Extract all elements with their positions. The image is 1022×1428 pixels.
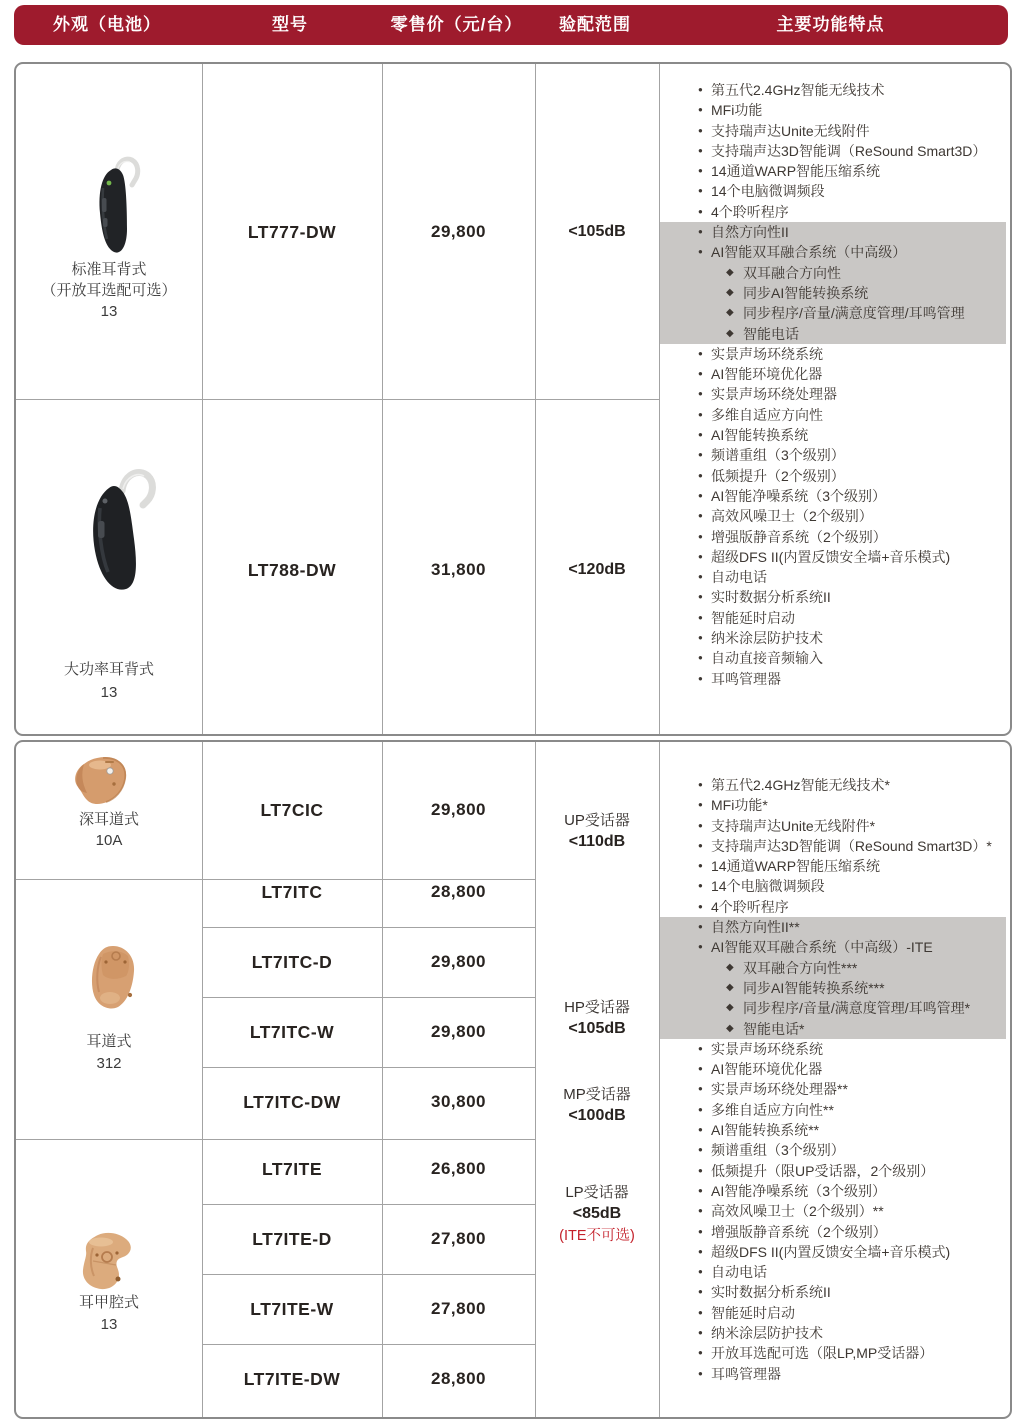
feature-item <box>660 181 1006 201</box>
bullet-icon <box>726 978 734 998</box>
feature-text: 实景声场环绕系统 <box>711 1040 823 1057</box>
feature-text: 智能电话 <box>743 325 799 342</box>
model-name: LT7ITC-DW <box>243 1092 341 1112</box>
feature-item <box>660 80 1006 100</box>
range-note: (ITE不可选) <box>559 1228 635 1244</box>
bullet-icon <box>698 80 703 100</box>
feature-text: 同步AI智能转换系统 <box>743 284 869 301</box>
itc-caption <box>16 1031 202 1075</box>
feature-item <box>660 283 1006 303</box>
feature-text: 支持瑞声达Unite无线附件* <box>711 817 876 834</box>
feature-item <box>660 486 1006 506</box>
bullet-icon <box>698 425 703 445</box>
fitting-range: <120dB <box>568 561 626 578</box>
feature-item <box>660 1242 1006 1262</box>
bullet-icon <box>698 141 703 161</box>
bullet-icon <box>698 1282 703 1302</box>
feature-text: AI智能环境优化器 <box>711 1061 823 1078</box>
bullet-icon <box>698 222 703 242</box>
receiver-type: LP受话器 <box>565 1184 629 1201</box>
feature-item <box>660 425 1006 445</box>
bullet-icon <box>726 324 734 344</box>
feature-text: 超级DFS II(内置反馈安全墙+音乐模式) <box>711 1243 951 1260</box>
retail-price: 29,800 <box>431 1022 486 1041</box>
bullet-icon <box>698 608 703 628</box>
retail-price: 27,800 <box>431 1229 486 1248</box>
bullet-icon <box>726 263 734 283</box>
model-name: LT7ITE-W <box>250 1299 334 1319</box>
bullet-icon <box>698 567 703 587</box>
feature-item <box>660 1222 1006 1242</box>
bte-power-product-image <box>82 462 157 597</box>
feature-text: 增强版静音系统（2个级别） <box>711 528 887 545</box>
bullet-icon <box>698 1140 703 1160</box>
feature-item <box>660 1343 1006 1363</box>
feature-item <box>660 795 1006 815</box>
bullet-icon <box>698 836 703 856</box>
model-name: LT7CIC <box>260 800 324 820</box>
feature-text: 增强版静音系统（2个级别） <box>711 1223 887 1240</box>
bullet-icon <box>698 648 703 668</box>
feature-item <box>660 836 1006 856</box>
bullet-icon <box>698 876 703 896</box>
feature-text: 第五代2.4GHz智能无线技术* <box>711 777 890 793</box>
feature-item <box>660 466 1006 486</box>
feature-item <box>660 263 1006 283</box>
feature-text: AI智能净噪系统（3个级别） <box>711 1182 887 1199</box>
bullet-icon <box>698 937 703 957</box>
feature-item <box>660 303 1006 323</box>
feature-item <box>660 344 1006 364</box>
battery-size: 13 <box>100 303 118 320</box>
battery-size: 312 <box>96 1055 122 1072</box>
feature-text: 智能电话* <box>743 1020 805 1037</box>
bte-models-table <box>14 62 1012 736</box>
bullet-icon <box>698 1059 703 1079</box>
feature-item <box>660 775 1006 795</box>
feature-item <box>660 917 1006 937</box>
feature-item <box>660 1120 1006 1140</box>
row-divider <box>202 997 535 998</box>
bte-feature-list <box>660 80 1006 689</box>
header-col-model: 型号 <box>272 15 308 34</box>
bullet-icon <box>698 547 703 567</box>
feature-item <box>660 1039 1006 1059</box>
feature-text: AI智能转换系统** <box>711 1122 820 1139</box>
model-name: LT777-DW <box>247 222 337 242</box>
feature-text: 14通道WARP智能压缩系统 <box>711 858 881 875</box>
feature-item <box>660 222 1006 242</box>
feature-item <box>660 628 1006 648</box>
feature-text: 实景声场环绕处理器 <box>711 386 837 403</box>
feature-text: 智能延时启动 <box>711 1304 795 1321</box>
feature-text: 14个电脑微调频段 <box>711 183 825 200</box>
feature-text: AI智能双耳融合系统（中高级） <box>711 244 907 261</box>
bullet-icon <box>698 1343 703 1363</box>
feature-item <box>660 816 1006 836</box>
feature-text: 多维自适应方向性 <box>711 406 823 423</box>
model-name: LT788-DW <box>247 560 337 580</box>
range-limit: <85dB <box>572 1205 622 1222</box>
feature-text: 支持瑞声达3D智能调（ReSound Smart3D）* <box>711 837 992 854</box>
model-name: LT7ITC-W <box>249 1022 335 1042</box>
header-col-fitting-range: 验配范围 <box>559 15 631 34</box>
feature-text: 双耳融合方向性*** <box>743 959 858 976</box>
range-limit: <100dB <box>568 1107 626 1124</box>
feature-item <box>660 1100 1006 1120</box>
retail-price: 28,800 <box>431 1369 486 1388</box>
feature-item <box>660 587 1006 607</box>
row-divider <box>202 1274 535 1275</box>
bullet-icon <box>698 384 703 404</box>
bullet-icon <box>698 669 703 689</box>
row-divider <box>16 399 659 400</box>
style-name: 耳甲腔式 <box>78 1294 139 1311</box>
feature-item <box>660 141 1006 161</box>
feature-item <box>660 506 1006 526</box>
group-divider <box>16 1139 535 1140</box>
feature-text: AI智能环境优化器 <box>711 366 823 383</box>
feature-text: 同步AI智能转换系统*** <box>743 979 885 996</box>
bullet-icon <box>698 181 703 201</box>
feature-text: 实时数据分析系统II <box>711 589 831 606</box>
fitting-range-lp <box>535 1182 659 1247</box>
retail-price: 29,800 <box>431 800 486 819</box>
range-limit: <110dB <box>568 833 626 850</box>
bte-power-caption <box>16 658 202 704</box>
retail-price: 26,800 <box>431 1159 486 1178</box>
bullet-icon <box>698 1039 703 1059</box>
feature-item <box>660 998 1006 1018</box>
bullet-icon <box>698 121 703 141</box>
feature-item <box>660 364 1006 384</box>
feature-item <box>660 1323 1006 1343</box>
header-col-features: 主要功能特点 <box>776 15 885 34</box>
bullet-icon <box>698 344 703 364</box>
feature-text: 4个聆听程序 <box>711 898 789 915</box>
row-divider <box>202 927 535 928</box>
feature-item <box>660 567 1006 587</box>
bullet-icon <box>698 364 703 384</box>
feature-text: 超级DFS II(内置反馈安全墙+音乐模式) <box>711 548 951 565</box>
feature-text: 同步程序/音量/满意度管理/耳鸣管理 <box>743 305 965 322</box>
feature-text: 频谱重组（3个级别） <box>711 1142 845 1159</box>
bullet-icon <box>726 303 734 323</box>
bullet-icon <box>698 1161 703 1181</box>
bullet-icon <box>698 445 703 465</box>
feature-text: MFi功能* <box>711 797 768 814</box>
feature-item <box>660 1019 1006 1039</box>
itc-product-image <box>87 943 140 1012</box>
feature-item <box>660 876 1006 896</box>
bullet-icon <box>698 202 703 222</box>
bullet-icon <box>698 100 703 120</box>
bullet-icon <box>698 856 703 876</box>
style-name: 大功率耳背式 <box>63 661 154 678</box>
bullet-icon <box>698 628 703 648</box>
bullet-icon <box>698 897 703 917</box>
feature-text: 第五代2.4GHz智能无线技术 <box>711 82 885 98</box>
retail-price: 27,800 <box>431 1299 486 1318</box>
fitting-range-up <box>535 810 659 853</box>
feature-text: 4个聆听程序 <box>711 203 789 220</box>
feature-text: 多维自适应方向性** <box>711 1101 834 1118</box>
bullet-icon <box>698 1181 703 1201</box>
feature-item <box>660 897 1006 917</box>
fitting-range-hp <box>535 997 659 1040</box>
bullet-icon <box>698 486 703 506</box>
feature-item <box>660 608 1006 628</box>
bullet-icon <box>698 1323 703 1343</box>
feature-text: 高效风噪卫士（2个级别）** <box>711 1203 884 1220</box>
ite-models-table <box>14 740 1012 1419</box>
bullet-icon <box>698 1222 703 1242</box>
feature-item <box>660 648 1006 668</box>
feature-item <box>660 1201 1006 1221</box>
feature-item <box>660 384 1006 404</box>
battery-size: 13 <box>100 1316 118 1333</box>
bte-standard-caption <box>16 259 202 322</box>
bullet-icon <box>698 795 703 815</box>
feature-text: 智能延时启动 <box>711 609 795 626</box>
bullet-icon <box>698 1242 703 1262</box>
model-name: LT7ITC <box>261 882 323 902</box>
feature-item <box>660 202 1006 222</box>
style-name: 耳道式 <box>86 1033 132 1050</box>
feature-item <box>660 1262 1006 1282</box>
ite-product-image <box>74 1230 144 1292</box>
bullet-icon <box>698 1079 703 1099</box>
feature-item <box>660 527 1006 547</box>
feature-item <box>660 669 1006 689</box>
retail-price: 31,800 <box>431 560 486 579</box>
bullet-icon <box>698 527 703 547</box>
feature-item <box>660 161 1006 181</box>
row-divider <box>202 1344 535 1345</box>
receiver-type: HP受话器 <box>564 999 630 1016</box>
ite-feature-list <box>660 775 1006 1384</box>
header-col-price: 零售价（元/台） <box>390 15 523 34</box>
feature-item <box>660 978 1006 998</box>
feature-text: 纳米涂层防护技术 <box>711 630 823 647</box>
fitting-range-mp <box>535 1084 659 1127</box>
feature-text: 自然方向性II** <box>711 919 800 936</box>
bullet-icon <box>726 1019 734 1039</box>
feature-text: 同步程序/音量/满意度管理/耳鸣管理* <box>743 1000 971 1017</box>
feature-text: 频谱重组（3个级别） <box>711 447 845 464</box>
ite-caption <box>16 1292 202 1336</box>
receiver-type: MP受话器 <box>563 1086 631 1103</box>
feature-text: 耳鸣管理器 <box>711 670 781 687</box>
bullet-icon <box>698 1100 703 1120</box>
feature-item <box>660 1181 1006 1201</box>
feature-item <box>660 547 1006 567</box>
feature-item <box>660 937 1006 957</box>
feature-text: 纳米涂层防护技术 <box>711 1325 823 1342</box>
bullet-icon <box>698 1201 703 1221</box>
retail-price: 28,800 <box>431 882 486 901</box>
feature-text: 低频提升（2个级别） <box>711 467 845 484</box>
feature-item <box>660 445 1006 465</box>
retail-price: 30,800 <box>431 1092 486 1111</box>
feature-text: 14个电脑微调频段 <box>711 878 825 895</box>
bullet-icon <box>698 816 703 836</box>
feature-item <box>660 1140 1006 1160</box>
model-name: LT7ITE <box>261 1159 323 1179</box>
feature-text: 自动直接音频输入 <box>711 650 823 667</box>
feature-text: 自动电话 <box>711 569 767 586</box>
bullet-icon <box>698 775 703 795</box>
style-name: 深耳道式 <box>78 811 139 828</box>
bullet-icon <box>698 587 703 607</box>
row-divider <box>202 1067 535 1068</box>
style-name: 标准耳背式 <box>71 261 147 278</box>
battery-size: 10A <box>95 832 123 849</box>
retail-price: 29,800 <box>431 952 486 971</box>
feature-item <box>660 1282 1006 1302</box>
bullet-icon <box>698 1262 703 1282</box>
bullet-icon <box>726 958 734 978</box>
model-name: LT7ITE-DW <box>243 1369 341 1389</box>
header-col-appearance: 外观（电池） <box>53 15 161 34</box>
bullet-icon <box>726 998 734 1018</box>
cic-product-image <box>67 754 134 812</box>
bullet-icon <box>698 242 703 262</box>
fitting-range: <105dB <box>568 223 626 240</box>
bullet-icon <box>698 506 703 526</box>
feature-text: 自动电话 <box>711 1264 767 1281</box>
feature-item <box>660 1079 1006 1099</box>
model-name: LT7ITC-D <box>251 952 333 972</box>
bullet-icon <box>698 405 703 425</box>
range-limit: <105dB <box>568 1020 626 1037</box>
feature-item <box>660 1059 1006 1079</box>
retail-price: 29,800 <box>431 222 486 241</box>
feature-item <box>660 958 1006 978</box>
model-name: LT7ITE-D <box>252 1229 332 1249</box>
feature-text: 低频提升（限UP受话器，2个级别） <box>711 1162 935 1179</box>
cic-caption <box>16 809 202 851</box>
feature-item <box>660 242 1006 262</box>
feature-text: 实时数据分析系统II <box>711 1284 831 1301</box>
bullet-icon <box>698 1303 703 1323</box>
bullet-icon <box>698 466 703 486</box>
feature-text: 支持瑞声达Unite无线附件 <box>711 122 870 139</box>
feature-text: 支持瑞声达3D智能调（ReSound Smart3D） <box>711 142 987 159</box>
row-divider <box>202 1204 535 1205</box>
feature-text: 耳鸣管理器 <box>711 1365 781 1382</box>
feature-text: AI智能双耳融合系统（中高级）-ITE <box>711 939 933 956</box>
feature-item <box>660 100 1006 120</box>
bullet-icon <box>698 917 703 937</box>
feature-item <box>660 856 1006 876</box>
battery-size: 13 <box>100 684 118 701</box>
bte-standard-product-image <box>92 155 145 257</box>
feature-text: 14通道WARP智能压缩系统 <box>711 163 881 180</box>
feature-item <box>660 1364 1006 1384</box>
feature-item <box>660 121 1006 141</box>
feature-text: 实景声场环绕系统 <box>711 345 823 362</box>
feature-item <box>660 324 1006 344</box>
bullet-icon <box>698 1364 703 1384</box>
feature-text: AI智能净噪系统（3个级别） <box>711 487 887 504</box>
feature-text: 实景声场环绕处理器** <box>711 1081 848 1098</box>
feature-text: 高效风噪卫士（2个级别） <box>711 508 873 525</box>
bullet-icon <box>726 283 734 303</box>
feature-item <box>660 1303 1006 1323</box>
style-note: （开放耳选配可选） <box>41 282 177 299</box>
feature-text: 自然方向性II <box>711 224 789 241</box>
feature-text: 双耳融合方向性 <box>743 264 841 281</box>
feature-item <box>660 405 1006 425</box>
feature-item <box>660 1161 1006 1181</box>
feature-text: MFi功能 <box>711 102 763 119</box>
receiver-type: UP受话器 <box>564 812 630 829</box>
feature-text: 开放耳选配可选（限LP,MP受话器） <box>711 1345 934 1362</box>
table-header-bar <box>14 5 1008 45</box>
bullet-icon <box>698 1120 703 1140</box>
feature-text: AI智能转换系统 <box>711 427 809 444</box>
bullet-icon <box>698 161 703 181</box>
